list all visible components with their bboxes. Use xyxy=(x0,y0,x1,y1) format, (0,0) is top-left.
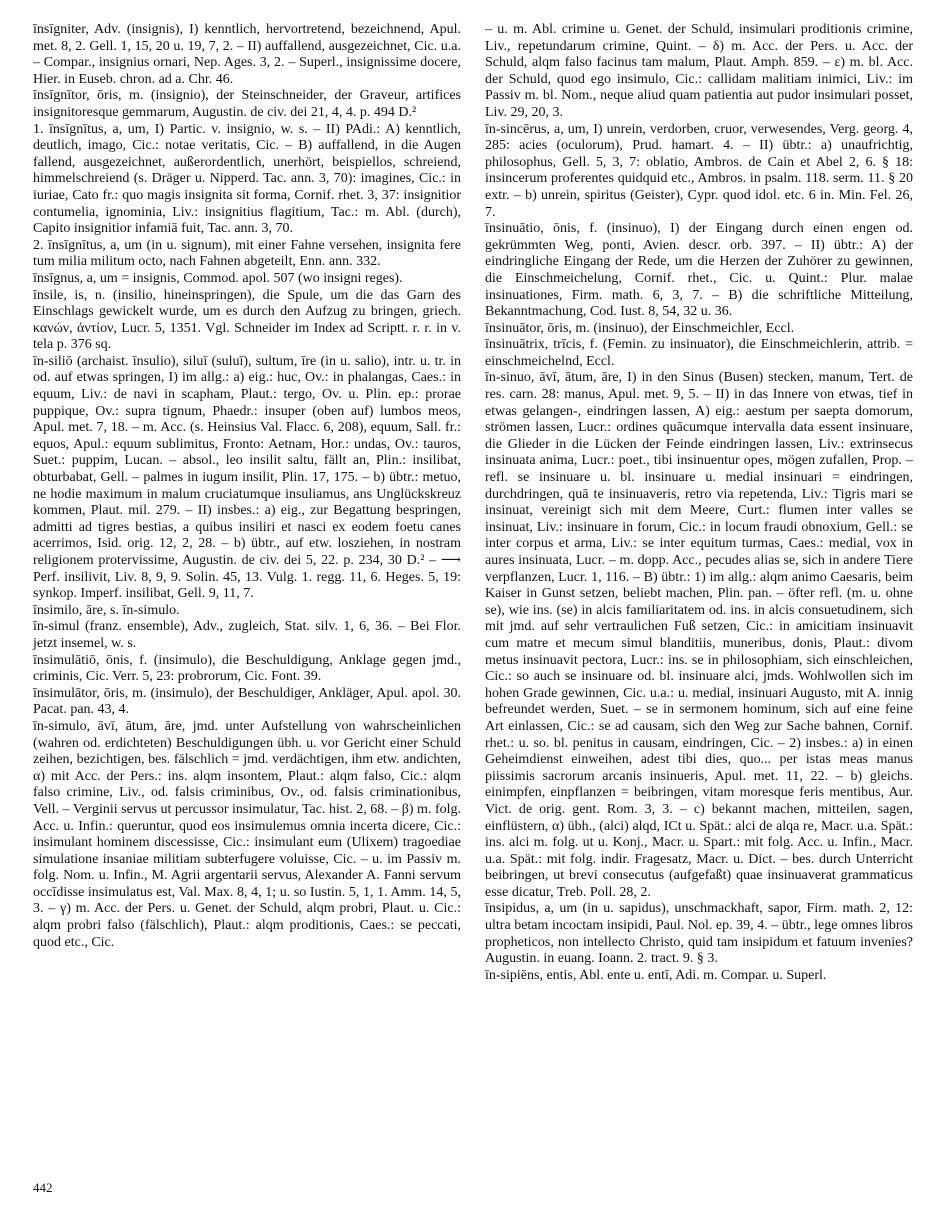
entry-insimulatio: īnsimulātiō, ōnis, f. (insimulo), die Beschuldigung, Anklage gegen jmd., criminis, Cic. Verr. 5, 23: probrorum, Cic. Font. 39. xyxy=(33,652,461,685)
entry-insignitus-1: 1. īnsīgnītus, a, um, I) Partic. v. insignio, w. s. – II) PAdi.: A) kenntlich, deutlich, imago, Cic.: notae veritatis, Cic. – B) auffallend, in die Augen fallend, ausgezeichnet, außerordentlich, unerhört, beispiellos, schreiend, himmelschreiend (s. Dräger u. Nipperd. Tac. ann. 3, 70): imagines, Cic.: in iuriae, Cato fr.: quo magis insignita sit forma, Cornif. rhet. 3, 37: insignitior contumelia, ignominia, Liv.: insignitius flagitium, Tac.: m. Abl. (durch), Capito insignitior infamiā fuit, Tac. ann. 3, 70. xyxy=(33,121,461,237)
entry-insimulator: īnsimulātor, ōris, m. (insimulo), der Beschuldiger, Ankläger, Apul. apol. 30. Pacat. pan. 43, 4. xyxy=(33,685,461,718)
entry-insile: īnsile, is, n. (insilio, hineinspringen), die Spule, um die das Garn des Einschlags gewickelt wurde, um es durch den Aufzug zu bringen, griech. κανών, ἀντίον, Lucr. 5, 1351. Vgl. Schneider im Index ad Scriptt. r. r. in v. tela p. 376 sq. xyxy=(33,287,461,353)
entry-insinuatrix: īnsinuātrix, trīcis, f. (Femin. zu insinuator), die Einschmeichlerin, attrib. = einschmeichelnd, Eccl. xyxy=(485,337,913,369)
entry-insigniter: īnsīgniter, Adv. (insignis), I) kenntlich, hervortretend, bezeichnend, Apul. met. 8, 2. Gell. 1, 15, 20 u. 19, 7, 2. – II) auffallend, ausgezeichnet, Cic. u.a. – Compar., insignius ornari, Nep. Ages. 3, 2. – Superl., insignissime docere, Hier. in Euseb. chron. ad a. Chr. 46. xyxy=(33,22,461,87)
entry-insimilo: īnsimilo, āre, s. īn-simulo. xyxy=(33,602,180,618)
entry-insinuatio: īnsinuātio, ōnis, f. (insinuo), I) der Eingang durch einen engen od. gekrümmten Weg, ponti, Avien. descr. orb. 397. – II) übtr.: A) der eindringliche Eingang der Rede, um die Herzen der Zuhörer zu gewinnen, die Einschmeichelung, Cornif. rhet., Cic. u. Quint.: Plur. malae insinuationes, Firm. math. 6, 3, 7. – B) die schriftliche Mitteilung, Bekanntmachung, Cod. Iust. 8, 54, 32 u. 36. xyxy=(485,221,913,320)
entry-insignitor: īnsīgnītor, ōris, m. (insignio), der Steinschneider, der Graveur, artifices insignitoresque gemmarum, Augustin. de civ. dei 21, 4, 4. p. 494 D.² xyxy=(33,88,461,120)
entry-insignitus-2: 2. īnsīgnītus, a, um (in u. signum), mit einer Fahne versehen, insignita fere tum milia militum octo, nach Fahnen abgeteilt, Enn. ann. 332. xyxy=(33,237,461,270)
entry-insinuator: īnsinuātor, ōris, m. (insinuo), der Einschmeichler, Eccl. xyxy=(485,320,795,336)
dictionary-page xyxy=(33,22,913,1197)
entry-insipiens: īn-sipiēns, entis, Abl. ente u. entī, Adi. m. Compar. u. Superl. xyxy=(485,967,827,983)
entry-insimulo-continued: – u. m. Abl. crimine u. Genet. der Schuld, insimulari proditionis crimine, Liv., repetundarum crimine, Quint. – δ) m. Acc. der Pers. u. Acc. der Schuld, alqm falso facinus tam malum, Plaut. Amph. 859. – ε) m. bl. Acc. der Schuld, quod ego insimulo, Cic.: callidam malitiam inimici, Liv.: im Passiv m. bl. Nom., neque aliud quam patientia aut pudor insimulari posset, Liv. 29, 20, 3. xyxy=(485,22,913,120)
entry-insipidus: īnsipidus, a, um (in u. sapidus), unschmackhaft, sapor, Firm. math. 2, 12: ultra betam incoctam insipidi, Paul. Nol. ep. 39, 4. – übtr., lege omnes libros propheticos, non intellecto Christo, quid tam insipidum et fatuum invenies? Augustin. in euang. Ioann. 2. tract. 9. § 3. xyxy=(485,901,913,967)
entry-insimul: īn-simul (franz. ensemble), Adv., zugleich, Stat. silv. 1, 6, 36. – Bei Flor. jetzt insemel, w. s. xyxy=(33,619,461,651)
page-number: 442 xyxy=(33,1180,53,1195)
right-column xyxy=(485,22,913,984)
left-column xyxy=(33,22,461,951)
entry-insincerus: īn-sincērus, a, um, I) unrein, verdorben, cruor, verwesendes, Verg. georg. 4, 285: acies (oculorum), Prud. hamart. 4. – II) übtr.: a) unaufrichtig, philosophus, Gell. 5, 3, 7: oblatio, Ambros. de Cain et Abel 2, 6. § 18: insincerum proferentes quidquid etc., Ambros. in psalm. 118. serm. 11. § 20 extr. – b) unrein, spiritus (Geister), Cypr. quod idol. etc. 6 in. Min. Fel. 26, 7. xyxy=(485,121,913,220)
entry-insignus: īnsīgnus, a, um = insignis, Commod. apol. 507 (wo insigni reges). xyxy=(33,270,403,286)
entry-insilio: īn-siliō (archaist. īnsulio), siluī (suluī), sultum, īre (in u. salio), intr. u. tr. in od. auf etwas springen, I) im allg.: a) eig.: huc, Ov.: in phalangas, Caes.: in equum, Liv.: de navi in scapham, Plaut.: tergo, Ov. u. Plin. ep.: prorae puppique, Ov.: supra tignum, Phaedr.: insuper (oben auf) lumbos meos, Apul. met. 7, 18. – m. Acc. (s. Heinsius Val. Flacc. 6, 208), equum, Sall. fr.: equos, Apul.: equum sublimitus, Fronto: Aetnam, Hor.: undas, Ov.: tauros, Suet.: puppim, Lucan. – absol., leo insilit saltu, fällt an, Plin.: insilibat, obturbabat, Gell. – palmes in iugum insilit, Plin. 17, 175. – b) übtr.: metuo, ne hodie maximum in malum cruciatumque insuliamus, ans Unglückskreuz kommen, Plaut. mil. 279. – II) insbes.: a) eig., zur Begattung bespringen, admitti ad tigres bestias, a quibus insiliri et nasci ex eodem foetu canes acerrimos, Isid. orig. 12, 2, 28. – b) übtr., auf etw. losziehen, in nostram religionem protervissime, Augustin. de civ. dei 5, 22. p. 234, 30 D.² – ⟶ Perf. insilivit, Liv. 8, 9, 9. Solin. 45, 13. Vulg. 1. regg. 11, 6. Heges. 5, 19: synkop. Imperf. insilibat, Gell. 9, 11, 7. xyxy=(33,353,461,602)
entry-insimulo: īn-simulo, āvī, ātum, āre, jmd. unter Aufstellung von wahrscheinlichen (wahren od. erdichteten) Beschuldigungen übh. u. vor Gericht einer Schuld zeihen, bezichtigen, bes. fälschlich = jmd. verdächtigen, ihm etw. andichten, α) mit Acc. der Pers.: ins. alqm insontem, Plaut.: alqm falso, Cic.: alqm falso crimine, Liv., od. falsis criminibus, Ov., od. falsis criminationibus, Vell. – Verginii servus ut percussor insimulatur, Tac. hist. 2, 68. – β) m. folg. Acc. u. Infin.: queruntur, quod eos insimulemus omnia incerta dicere, Cic.: insimulant hominem discessisse, Cic.: insimulant eum (Ulixem) tragoediae simulatione insaniae militiam subterfugere voluisse, Cic. – u. im Passiv m. folg. Nom. u. Infin., M. Agrii argentarii servus, Alexander A. Fanni servum occīdisse insimulatus est, Val. Max. 8, 4, 1; u. so Iustin. 5, 1, 1. Amm. 14, 5, 3. – γ) m. Acc. der Pers. u. Genet. der Schuld, alqm probri, Plaut. u. Cic.: alqm probri falso (fälschlich), Plaut.: alqm proditionis, Caes.: se peccati, quod etc., Cic. xyxy=(33,718,461,950)
entry-insinuo: īn-sinuo, āvī, ātum, āre, I) in den Sinus (Busen) stecken, manum, Tert. de res. carn. 28: manus, Apul. met. 9, 5. – II) in das Innere von etwas, tief in etwas gelangen-, eindringen lassen, A) eig.: aestum per saepta domorum, strömen lassen, Lucr.: ordines quācumque intervalla data essent insinuare, die Glieder in die Lücken der Feinde eindringen lassen, Liv.: extrinsecus insinuata anima, Lucr.: poet., tibi insinuentur opes, mögen zufallen, Prop. – refl. se insinuare u. bl. insinuare u. medial insinuari = eindringen, durchdringen, quā te insinuaveris, retro via repetenda, Liv.: Tigris mari se insinuat, vereinigt sich mit dem Meere, Curt.: flumen inter valles se insinuat, Liv.: insinuare in forum, Cic.: in locum fraudi obnoxium, Gell.: se inter corpus et arma, Liv.: se inter equitum turmas, Caes.: medial, vox in aures insinuata, Lucr. – m. dopp. Acc., pecudes alias se, sich in andere Tiere verpflanzen, Lucr. 1, 116. – B) übtr.: 1) im allg.: alqm animo Caesaris, beim Kaiser in Gunst setzen, beliebt machen, Plin. pan. – öfter refl. (m. u. ohne se), wie ins. (se) in alcis familiaritatem od. ins. in alcis consuetudinem, sich mit jmd. auf sehr vertraulichen Fuß setzen, Cic.: in amicitiam insinuavit cum matre et mecum simul blanditiis, muneribus, donis, Plaut.: divom metus insinuavit pectora, Lucr.: ins. se in philosophiam, sich einschleichen, Cic.: so auch se insinuare od. bl. insinuare alci, jmds. Wohlwollen sich im hohen Grade gewinnen, Cic. u.a.: u. medial, insinuari Augusto, mit A. innig befreundet werden, Suet. – se in sermonem hominum, sich auf eine feine Art einlassen, Cic.: se ad causam, sich den Weg zur Sache bahnen, Cornif. rhet.: u. so. bl. penitus in causam, eindringen, Cic. – 2) insbes.: a) in einen Geheimdienst einweihen, adest tibi dies, quo... per istas meas manus piissimis sacrorum arcanis insinueris, Apul. met. 11, 22. – b) gleichs. einimpfen, einpflanzen = beibringen, vitam moresque feris mentibus, Aur. Vict. de orig. gent. Rom. 3, 3. – c) bekannt machen, mitteilen, sagen, einflüstern, α) übh., (alci) alqd, ICt u. Spät.: alci de alqa re, Macr. u.a. Spät.: ins. alci m. folg. ut u. Konj., Macr. u. Spart.: mit folg. Acc. u. Infin., Macr. u.a. Spät.: mit folg. indir. Fragesatz, Macr. u. Dict. – bes. durch Unterricht beibringen, ut brevi consecutus (aufgefaßt) quae insinuaverat grammaticus esse dicatur, Treb. Poll. 28, 2. xyxy=(485,370,913,900)
